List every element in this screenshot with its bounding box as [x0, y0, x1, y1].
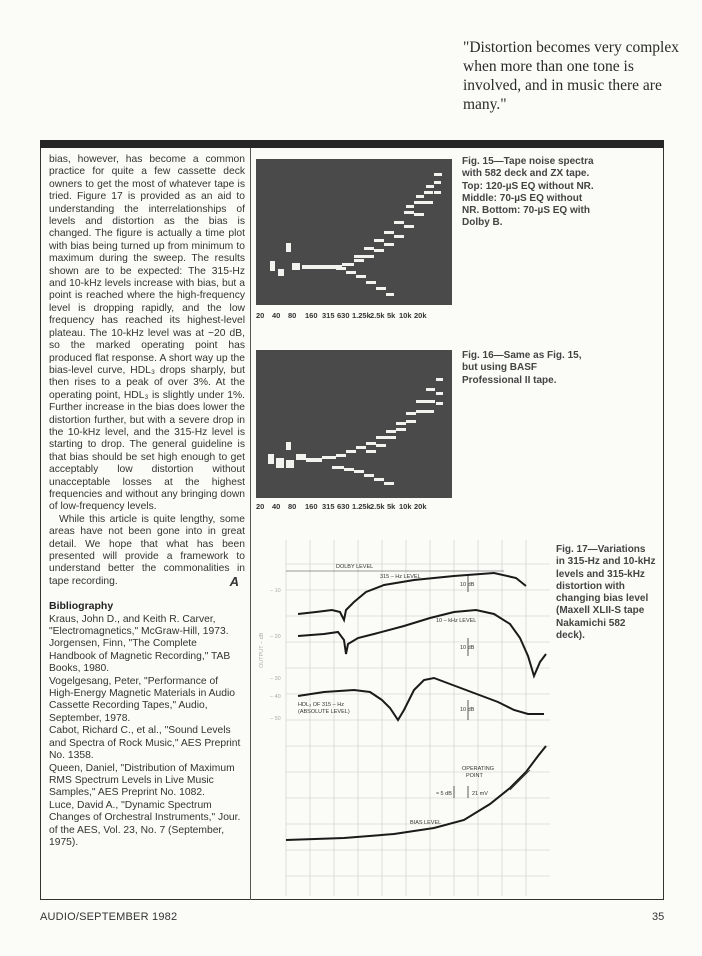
section-rule	[40, 140, 664, 148]
freq-label: 40	[272, 502, 281, 511]
level-10khz-label: 10 – kHz LEVEL	[436, 618, 477, 624]
footer-publication: AUDIO/SEPTEMBER 1982	[40, 911, 178, 923]
column-divider	[250, 148, 251, 900]
level-315hz-label: 315 – Hz LEVEL	[380, 574, 421, 580]
operating-point-label: POINT	[466, 773, 483, 779]
freq-label: 1.25k	[352, 311, 371, 320]
body-paragraph-2	[49, 514, 245, 588]
freq-label: 160	[305, 311, 318, 320]
y-tick-label: – 30	[270, 676, 281, 682]
bibliography-entry: Cabot, Richard C., et al., "Sound Levels and Spectra of Rock Music," AES Preprint No. 1358.	[49, 725, 241, 762]
body-column	[49, 154, 245, 849]
freq-label: 20	[256, 502, 265, 511]
fig15-frequency-axis	[256, 311, 429, 320]
ten-db-label: 10 dB	[460, 645, 475, 651]
body-paragraph-2-text: While this article is quite lengthy, some areas have not been gone into in great detail. We hope that what has been presented will provide a framework to understand better the commonalities in tape recording.	[49, 513, 245, 587]
dolby-level-label: DOLBY LEVEL	[336, 564, 374, 570]
fig16-caption: Fig. 16—Same as Fig. 15, but using BASF Professional II tape.	[462, 350, 582, 386]
bibliography-heading: Bibliography	[49, 600, 114, 613]
bibliography-entry: Kraus, John D., and Keith R. Carver, "Electromagnetics," McGraw-Hill, 1973.	[49, 613, 229, 638]
freq-label: 20	[256, 311, 265, 320]
freq-label: 630	[337, 502, 350, 511]
end-mark: A	[229, 573, 239, 589]
freq-label: 10k	[399, 311, 412, 320]
mv-21-label: 21 mV	[472, 791, 488, 797]
pull-quote: "Distortion becomes very complex when more than one tone is involved, and in music there are many."	[463, 39, 679, 113]
hdl3-label: HDL₃ OF 315 – Hz	[298, 702, 344, 708]
y-tick-label: – 50	[270, 716, 281, 722]
fig16-frequency-axis	[256, 502, 429, 511]
freq-label: 5k	[387, 311, 396, 320]
ten-db-label: 10 dB	[460, 707, 475, 713]
freq-label: 1.25k	[352, 502, 371, 511]
fig15-caption: Fig. 15—Tape noise spectra with 582 deck and ZX tape. Top: 120-µS EQ without NR. Middle: 70-µS EQ without NR. Bottom: 70-µS EQ with Dolby B.	[462, 156, 594, 229]
curve-10khz-level	[298, 610, 546, 676]
freq-label: 2.5k	[370, 311, 385, 320]
freq-label: 10k	[399, 502, 412, 511]
fig15-scope-image	[256, 159, 452, 305]
hdl3-sub-label: (ABSOLUTE LEVEL)	[298, 709, 350, 715]
bibliography-entry: Queen, Daniel, "Distribution of Maximum RMS Spectrum Levels in Live Music Samples," AES Preprint No. 1082.	[49, 762, 235, 799]
approx-5db-label: ≈ 5 dB	[436, 791, 452, 797]
fig17-caption: Fig. 17—Variations in 315-Hz and 10-kHz levels and 315-kHz distortion with changing bias level (Maxell XLII-S tape Nakamichi 582 deck).	[556, 544, 656, 642]
freq-label: 630	[337, 311, 350, 320]
freq-label: 2.5k	[370, 502, 385, 511]
freq-label: 20k	[414, 311, 427, 320]
body-paragraph-1: bias, however, has become a common practice for quite a few cassette deck owners to get the most of whatever tape is tried. Figure 17 is provided as an aid to understanding the interrelationships of levels and distortion as the bias is changed. The figure is actually a time plot with bias being turned up from minimum to maximum during the sweep. The results shown are to be expected: The 315-Hz and 10-kHz levels increase with bias, but a point is reached where the high-frequency level is dropping rapidly, and the low frequency has reached its highest-level plateau. The 10-kHz level was at −20 dB, so the marked operating point has produced flat response. A short way up the bias-level curve, HDL₃ drops sharply, but then rises to a peak of over 3%. At the operating point, HDL₃ is slightly under 1%. Further increase in the bias does lower the distortion further, but with a severe drop in the 10-kHz level, and the 315-Hz level is starting to drop. The general guideline is that bias should be set high enough to get acceptably low distortion without unacceptable losses at the highest frequencies and without any bringing down of low-frequency levels.	[49, 154, 245, 513]
freq-label: 80	[288, 311, 297, 320]
freq-label: 20k	[414, 502, 427, 511]
page-number: 35	[652, 911, 665, 923]
bibliography-entry: Vogelgesang, Peter, "Performance of High-Energy Magnetic Materials in Audio Cassette Recording Tapes," Audio, September, 1978.	[49, 675, 236, 724]
bibliography-entry: Jorgensen, Finn, "The Complete Handbook of Magnetic Recording," TAB Books, 1980.	[49, 638, 231, 675]
fig16-scope-image	[256, 350, 452, 498]
y-tick-label: – 10	[270, 588, 281, 594]
freq-label: 40	[272, 311, 281, 320]
y-tick-label: – 40	[270, 694, 281, 700]
y-axis-label: OUTPUT – dB	[259, 632, 265, 668]
freq-label: 160	[305, 502, 318, 511]
bias-level-label: BIAS LEVEL	[410, 820, 442, 826]
freq-label: 80	[288, 502, 297, 511]
ten-db-label: 10 dB	[460, 582, 475, 588]
freq-label: 315	[322, 502, 335, 511]
operating-point-label: OPERATING	[462, 766, 494, 772]
freq-label: 315	[322, 311, 335, 320]
bibliography-entry: Luce, David A., "Dynamic Spectrum Changes of Orchestral Instruments," Jour. of the AES, Vol. 23, No. 7 (September, 1975).	[49, 799, 241, 848]
freq-label: 5k	[387, 502, 396, 511]
y-tick-label: – 20	[270, 634, 281, 640]
fig17-graph	[254, 540, 554, 896]
